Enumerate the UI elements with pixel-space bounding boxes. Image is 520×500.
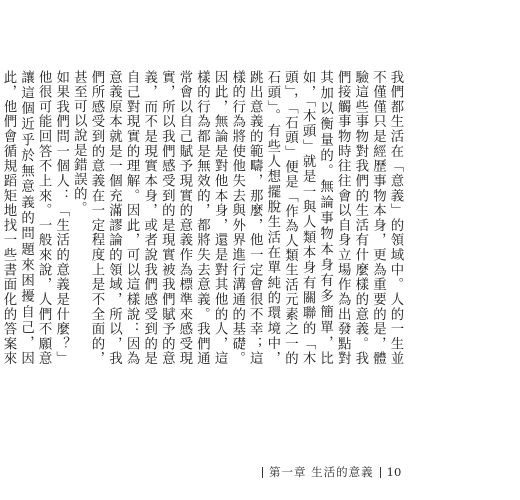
footer-page-number: 10 [386,465,402,479]
vertical-body-text [0,70,404,366]
footer-divider-right [380,467,381,478]
footer-chapter-title: 第一章 生活的意義 [269,465,374,479]
paragraph-2: 如果我們問一個人：「生活的意義是什麼？」他很可能回答不上來。一般來說，人們不願意讓這個近乎於無意義的問題來困擾自己，因此，他們會循規蹈矩地找一些書面化的答案來 [0,70,69,366]
page-footer [256,464,401,480]
paragraph-1: 我們都生活在「意義」的領域中。人的一生並不僅僅只是經歷事物本身，更為重要的是，體驗這些事物對我們的生活有什麼樣的意義。我們接觸事物時往往會以自身立場作為出發點對其加以衡量的。無論事物本身有多簡單，比如，「木頭」就是一與人類本身有關聯的「木頭」，「石頭」便是「作為人類生活元素之一的石頭」。有些人想擺脫生活在單純的環境中，跳出意義的範疇，那麼，他一定會很不幸；這樣的行為將使他失去與外界進行溝通的基礎。因此，無論是對他本身，還是對其他的人，這樣的行為都是無效的，都將失去意義。我們通常會以自己賦予現實的意義作為標準來感受現實，所以我們感受到的是現實被我們賦予的意義，而不是現實本身，或者說我們感受到的是自己對現實的理解。因此，可以這樣說：因為意義原本就是一個充滿謬論的領域，所以，我們所感受到的意義在一定程度上是不全面的，甚至可以說是錯誤的。 [71,70,403,366]
footer-divider-left [262,467,263,478]
